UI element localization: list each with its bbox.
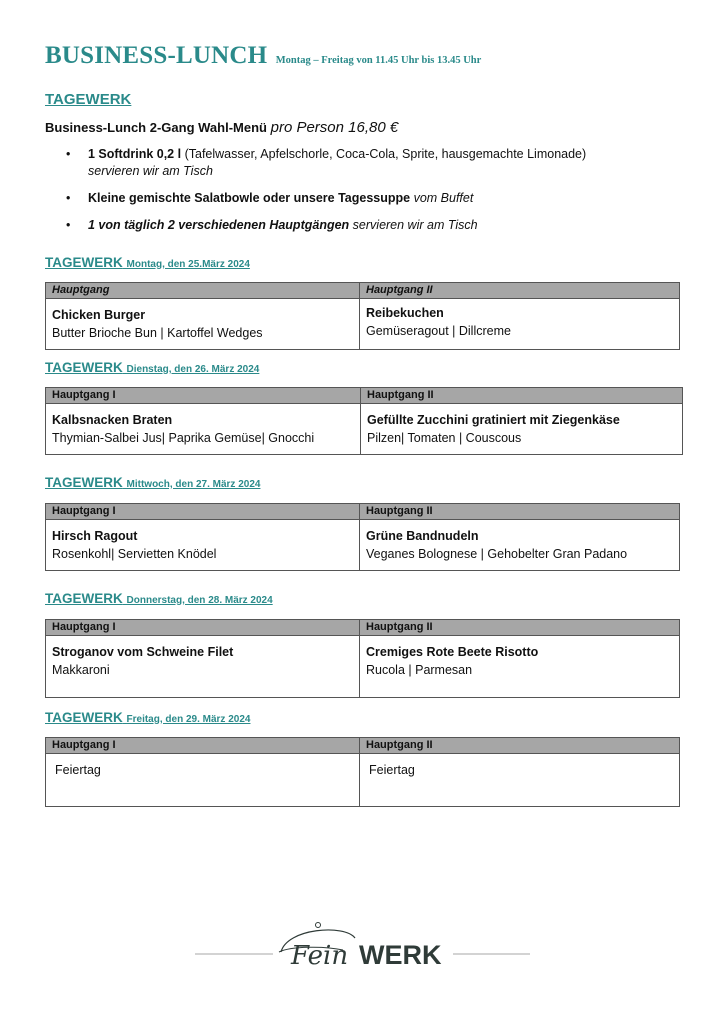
list-item xyxy=(66,217,686,234)
dish-sides: Pilzen| Tomaten | Couscous xyxy=(367,431,522,445)
menu-cell xyxy=(46,404,361,455)
menu-cell xyxy=(360,299,680,350)
dish-sides: Makkaroni xyxy=(52,663,110,677)
menu-table-friday xyxy=(45,737,680,807)
day-heading-friday xyxy=(45,710,250,725)
dish-name: Hirsch Ragout xyxy=(52,529,138,543)
column-header: Hauptgang I xyxy=(46,504,360,520)
day-heading-thursday xyxy=(45,591,273,606)
menu-cell xyxy=(46,299,360,350)
table-row xyxy=(46,299,680,350)
column-header: Hauptgang xyxy=(46,283,360,299)
menu-cell xyxy=(46,636,360,698)
cloche-knob xyxy=(316,923,321,928)
dish-sides: Gemüseragout | Dillcreme xyxy=(366,324,511,338)
dish-sides: Feiertag xyxy=(369,763,415,777)
dish-sides: Thymian-Salbei Jus| Paprika Gemüse| Gnocchi xyxy=(52,431,315,445)
menu-table-wednesday xyxy=(45,503,680,571)
logo-script-text: Fein xyxy=(291,941,349,971)
table-header-row xyxy=(46,388,683,404)
column-header: Hauptgang II xyxy=(360,738,680,754)
bullet-icon: • xyxy=(66,218,71,232)
column-header: Hauptgang II xyxy=(360,620,680,636)
dish-name: Gefüllte Zucchini gratiniert mit Ziegenkäse xyxy=(367,413,620,427)
day-label: TAGEWERK xyxy=(45,360,123,375)
dish-name: Chicken Burger xyxy=(52,308,146,322)
dish-sides: Rosenkohl| Servietten Knödel xyxy=(52,547,217,561)
table-header-row xyxy=(46,738,680,754)
dish-name: Reibekuchen xyxy=(366,306,444,320)
menu-cell xyxy=(46,520,360,571)
column-header: Hauptgang II xyxy=(360,283,680,299)
offer-bullet-list xyxy=(66,146,686,244)
day-label: TAGEWERK xyxy=(45,710,123,725)
dish-name: Cremiges Rote Beete Risotto xyxy=(366,645,539,659)
bullet-bold-text: 1 von täglich 2 verschiedenen Hauptgängen xyxy=(88,218,350,232)
offer-price: pro Person 16,80 € xyxy=(270,119,399,136)
column-header: Hauptgang I xyxy=(46,738,360,754)
bullet-bold-text: Kleine gemischte Salatbowle oder unsere Tagessuppe xyxy=(88,191,411,205)
offer-title xyxy=(45,119,398,136)
page-title: BUSINESS-LUNCH xyxy=(45,42,268,69)
day-label: TAGEWERK xyxy=(45,475,123,490)
column-header: Hauptgang I xyxy=(46,620,360,636)
day-heading-monday xyxy=(45,255,250,270)
opening-hours: Montag – Freitag von 11.45 Uhr bis 13.45 Uhr xyxy=(275,55,482,66)
dish-name: Grüne Bandnudeln xyxy=(366,529,479,543)
menu-table-tuesday xyxy=(45,387,683,455)
day-date: Donnerstag, den 28. März 2024 xyxy=(126,595,273,606)
table-row xyxy=(46,754,680,807)
table-row xyxy=(46,404,683,455)
table-header-row xyxy=(46,504,680,520)
table-header-row xyxy=(46,620,680,636)
dish-sides: Butter Brioche Bun | Kartoffel Wedges xyxy=(52,326,263,340)
table-header-row xyxy=(46,283,680,299)
day-heading-tuesday xyxy=(45,360,259,375)
bullet-icon: • xyxy=(66,191,71,205)
menu-cell xyxy=(361,404,683,455)
brand-logo xyxy=(195,912,530,972)
list-item xyxy=(66,146,686,180)
menu-cell xyxy=(360,636,680,698)
menu-cell xyxy=(46,754,360,807)
day-label: TAGEWERK xyxy=(45,591,123,606)
logo-word-text: WERK xyxy=(359,940,442,970)
bullet-italic-text: servieren wir am Tisch xyxy=(352,218,478,232)
list-item xyxy=(66,190,686,207)
menu-table-monday xyxy=(45,282,680,350)
menu-cell xyxy=(360,520,680,571)
column-header: Hauptgang II xyxy=(361,388,683,404)
column-header: Hauptgang I xyxy=(46,388,361,404)
menu-cell xyxy=(360,754,680,807)
day-date: Montag, den 25.März 2024 xyxy=(126,259,250,270)
table-row xyxy=(46,636,680,698)
bullet-text: (Tafelwasser, Apfelschorle, Coca-Cola, Sprite, hausgemachte Limonade) xyxy=(184,147,587,161)
cloche-logo-icon xyxy=(195,912,530,972)
dish-sides: Feiertag xyxy=(55,763,101,777)
bullet-bold-text: 1 Softdrink 0,2 l xyxy=(88,147,182,161)
column-header: Hauptgang II xyxy=(360,504,680,520)
day-heading-wednesday xyxy=(45,475,260,490)
day-date: Dienstag, den 26. März 2024 xyxy=(126,364,260,375)
day-label: TAGEWERK xyxy=(45,255,123,270)
table-row xyxy=(46,520,680,571)
dish-sides: Rucola | Parmesan xyxy=(366,663,473,677)
bullet-icon: • xyxy=(66,147,71,161)
bullet-italic-text: servieren wir am Tisch xyxy=(88,164,213,178)
dish-sides: Veganes Bolognese | Gehobelter Gran Padano xyxy=(366,547,628,561)
menu-table-thursday xyxy=(45,619,680,698)
dish-name: Kalbsnacken Braten xyxy=(52,413,173,427)
day-date: Freitag, den 29. März 2024 xyxy=(126,714,251,725)
dish-name: Stroganov vom Schweine Filet xyxy=(52,645,234,659)
section-heading: TAGEWERK xyxy=(45,91,132,108)
page-title-line xyxy=(45,42,481,70)
day-date: Mittwoch, den 27. März 2024 xyxy=(126,479,261,490)
bullet-italic-text: vom Buffet xyxy=(413,191,474,205)
offer-name: Business-Lunch 2-Gang Wahl-Menü xyxy=(45,120,267,135)
